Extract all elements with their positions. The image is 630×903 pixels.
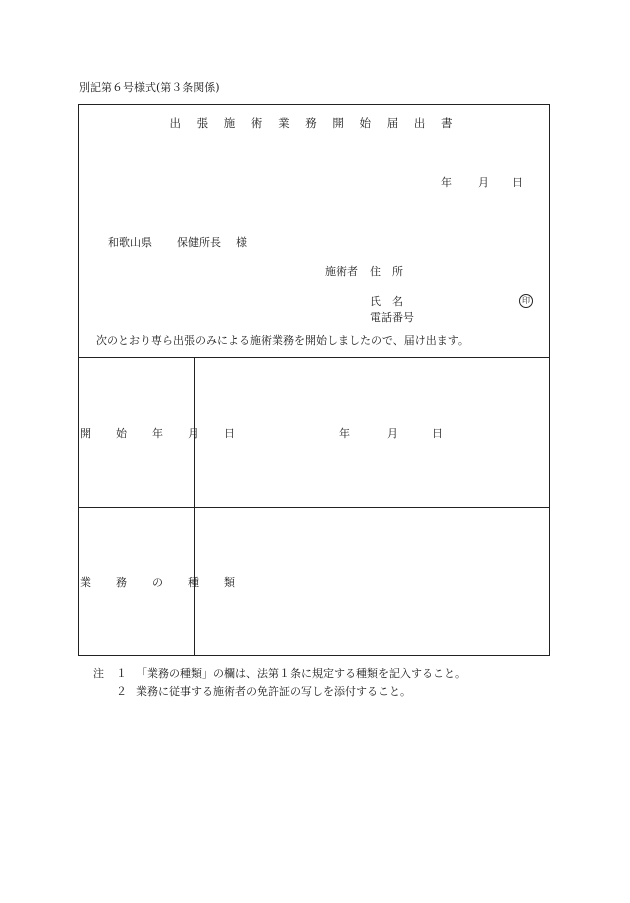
document-title: 出 張 施 術 業 務 開 始 届 出 書 xyxy=(169,116,459,130)
divider-statement xyxy=(78,357,550,358)
applicant-role-label: 施術者 xyxy=(325,265,358,278)
statement-text: 次のとおり専ら出張のみによる施術業務を開始しましたので、届け出ます。 xyxy=(96,334,469,347)
business-type-label: 業 務 の 種 類 xyxy=(80,576,242,589)
addressee-honorific: 様 xyxy=(236,236,247,249)
addressee-prefecture: 和歌山県 xyxy=(108,236,152,249)
notes-prefix: 注 xyxy=(93,667,104,680)
header-date-day: 日 xyxy=(512,176,523,189)
seal-mark: 印 xyxy=(519,294,533,308)
start-date-year: 年 xyxy=(339,427,350,440)
start-date-day: 日 xyxy=(432,427,443,440)
header-date-year: 年 xyxy=(441,176,452,189)
divider-row xyxy=(78,507,550,508)
start-date-label: 開 始 年 月 日 xyxy=(80,427,242,440)
note-2-number: ２ xyxy=(116,685,127,698)
note-2-text: 業務に従事する施術者の免許証の写しを添付すること。 xyxy=(136,685,411,698)
start-date-month: 月 xyxy=(387,427,398,440)
header-date-month: 月 xyxy=(478,176,489,189)
label-column-divider xyxy=(194,357,195,656)
note-1-number: １ xyxy=(116,667,127,680)
applicant-phone-label: 電話番号 xyxy=(370,311,414,324)
applicant-name-label: 氏 名 xyxy=(370,295,403,308)
form-number-label: 別記第６号様式(第３条関係) xyxy=(79,81,220,94)
addressee-office: 保健所長 xyxy=(177,236,221,249)
applicant-address-label: 住 所 xyxy=(370,265,403,278)
note-1-text: 「業務の種類」の欄は、法第１条に規定する種類を記入すること。 xyxy=(136,667,466,680)
